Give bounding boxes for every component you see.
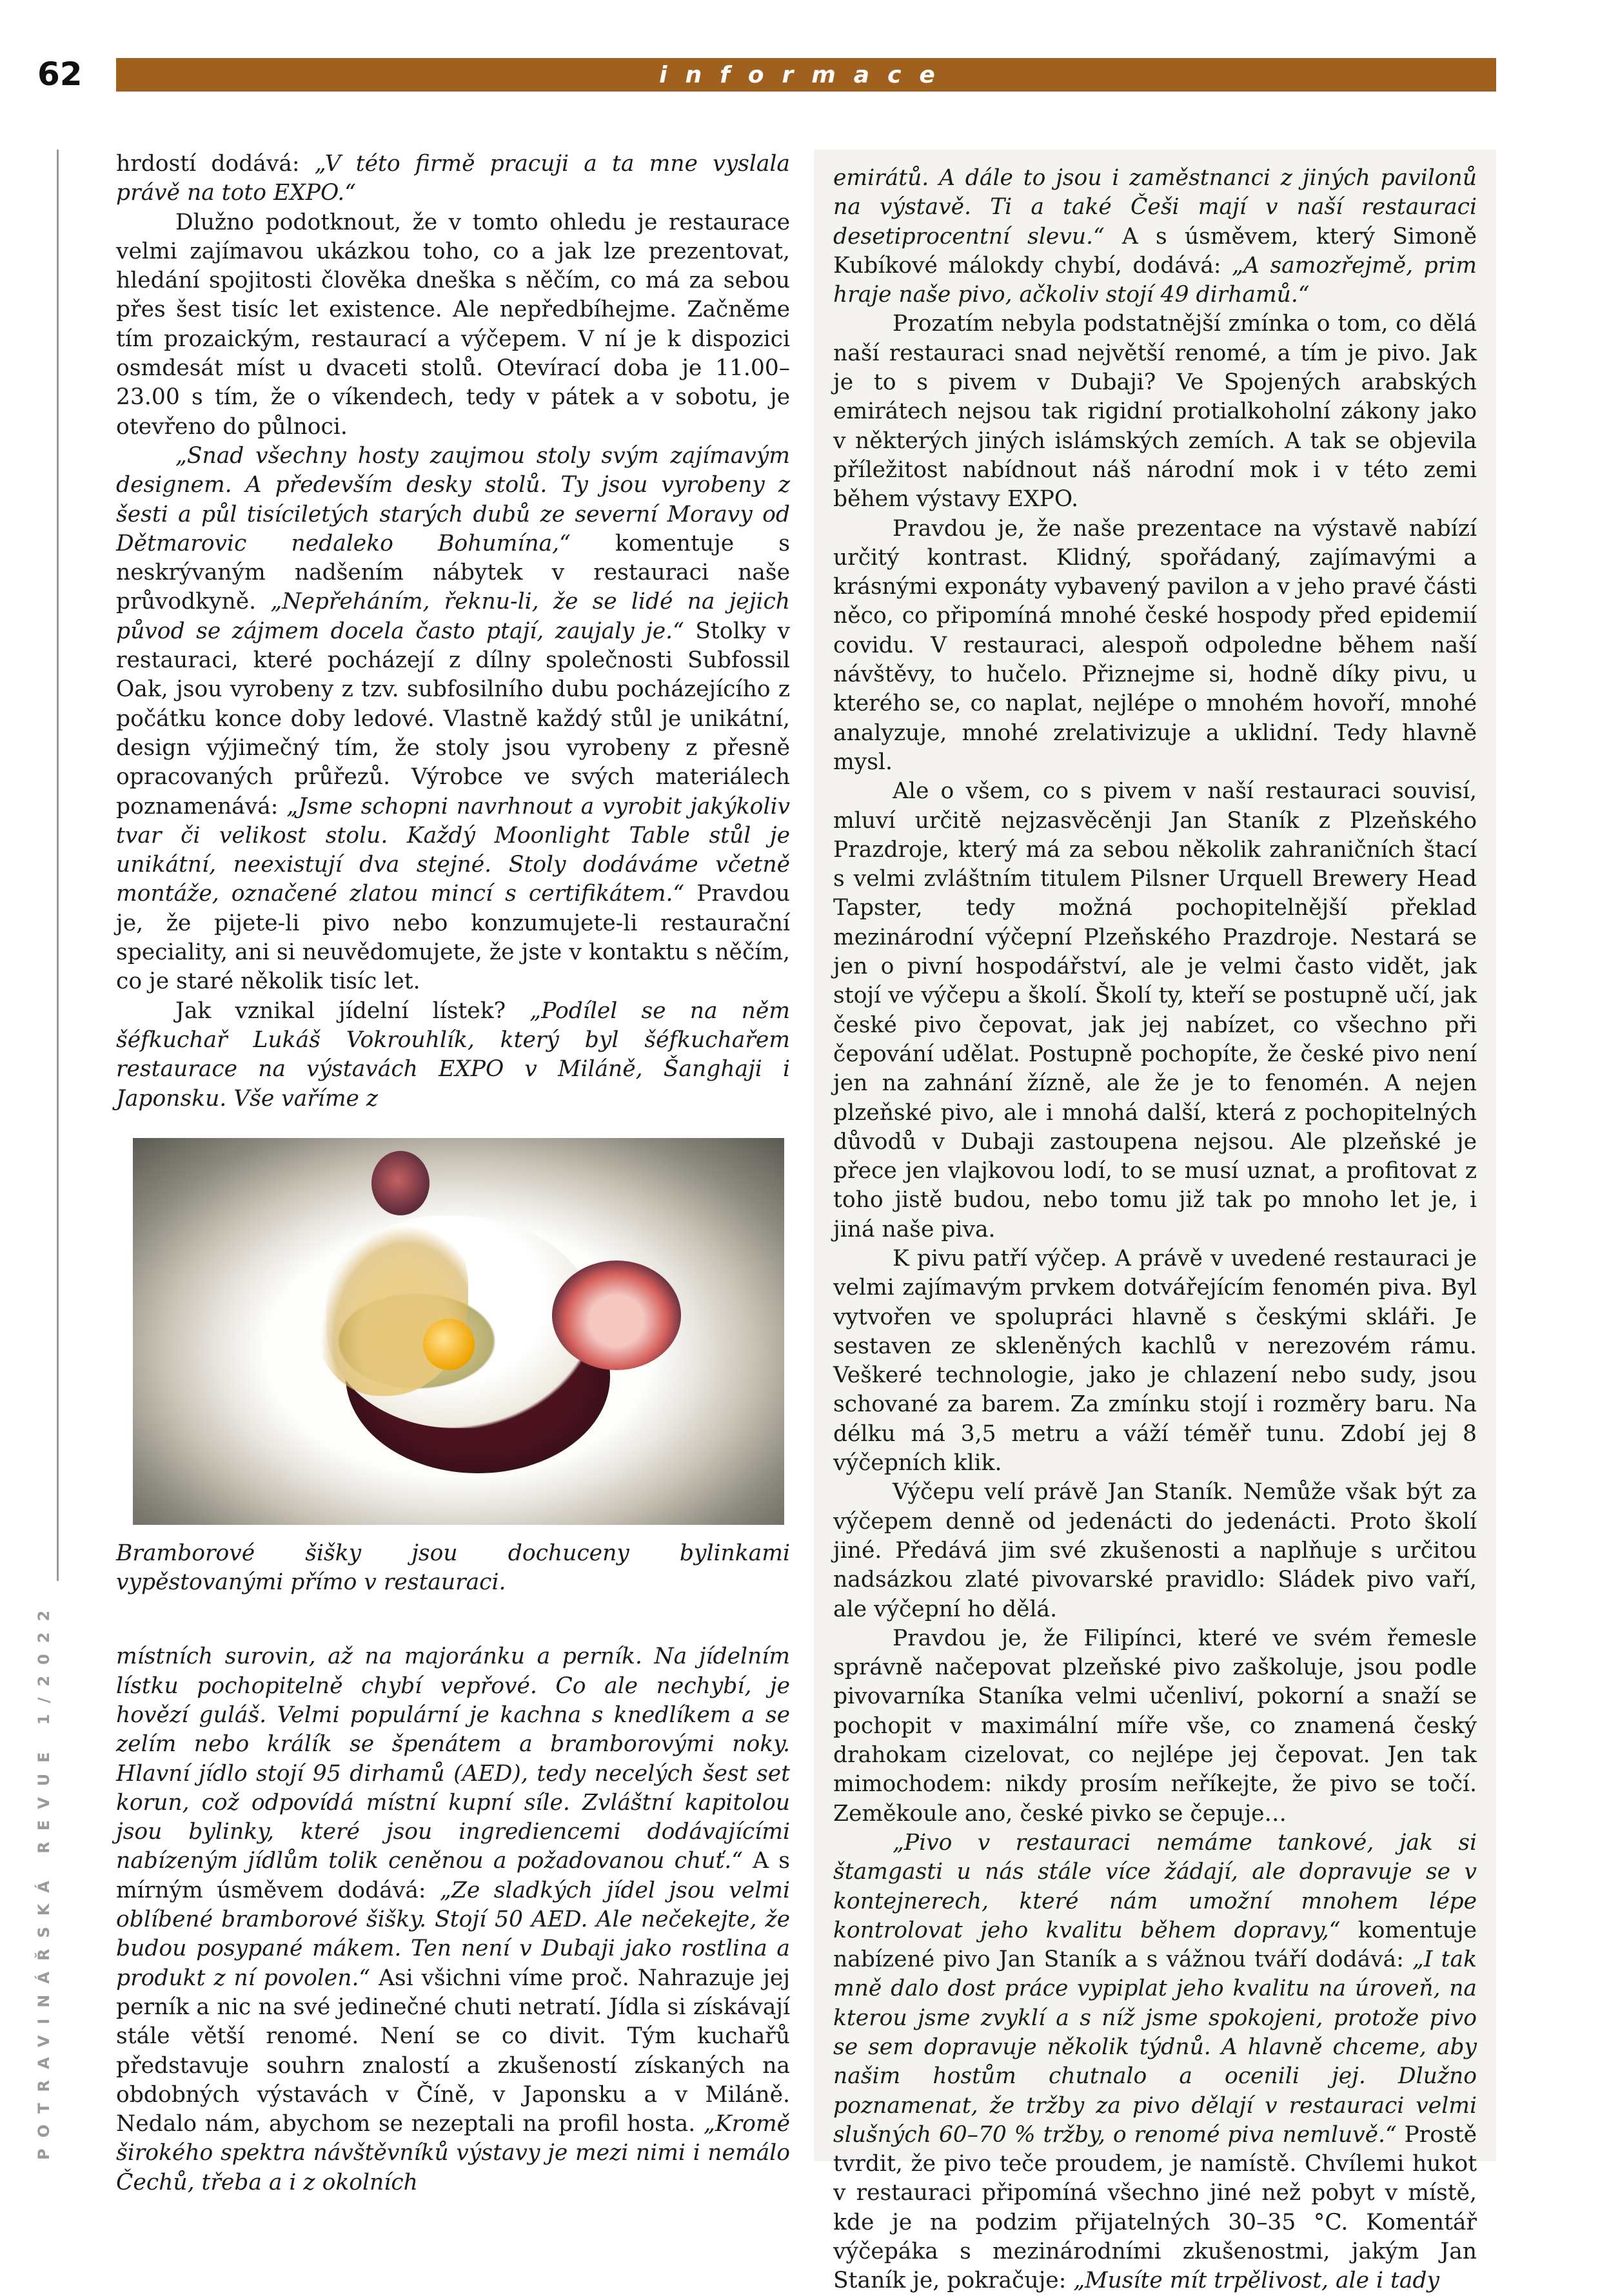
italic-quote: „Nepřeháním, řeknu-li, že se lidé na jejich původ se zájmem docela často ptají, zaujaly je.“: [116, 589, 790, 644]
italic-quote: „Podílel se na něm šéfkuchař Lukáš Vokrouhlík, který byl šéfkuchařem restaurace na výstavách EXPO v Miláně, Šanghaji i Japonsku. Vše vaříme z: [116, 997, 790, 1112]
paragraph: [116, 442, 790, 997]
text-run: hrdostí dodává:: [116, 151, 315, 177]
section-header-bar: [116, 58, 1496, 92]
paragraph: Pravdou je, že Filipínci, které ve svém řemesle správně načepovat plzeňské pivo zaškoluje, jsou podle pivovarníka Staníka velmi učenliví, pokorní a snaží se pochopit v maximální míře vše, co znamená český drahokam cizelovat, co nejlépe jej čepovat. Jen tak mimochodem: nikdy prosím neříkejte, že pivo se točí. Zeměkoule ano, české pivko se čepuje…: [833, 1625, 1477, 1827]
text-run: Prostě tvrdit, že pivo teče proudem, je namístě. Chvílemi hukot v restauraci připomíná všechno jiné než pobyt v místě, kde je na podzim přijatelných 30–35 °C. Komentář výčepáka s mezinárodními zkušenostmi, jakým Jan Staník je, pokračuje:: [833, 2121, 1477, 2294]
text-run: Asi všichni víme proč. Nahrazuje jej perník a nic na své jedinečné chuti netratí. Jídla si získávají stále větší renomé. Není se co divit. Tým kuchařů představuje souhrn znalostí a zkušeností získaných na obdobných výstavách v Číně, v Japonsku a v Miláně. Nedalo nám, abychom se nezeptali na profil hosta.: [116, 1965, 790, 2137]
paragraph: Pravdou je, že naše prezentace na výstavě nabízí určitý kontrast. Klidný, spořádaný, zajímavými a krásnými exponáty vybavený pavilon a v jeho pravé části něco, co připomíná mnohé české hospody před epidemií covidu. V restauraci, alespoň odpoledne během naší návštěvy, to hučelo. Přiznejme si, hodně díky pivu, u kterého se, co naplat, nejlépe o mnohém hovoří, mnohé analyzuje, mnohé zrelativizuje a uklidní. Tedy hlavně mysl.: [833, 515, 1477, 775]
paragraph: Prozatím nebyla podstatnější zmínka o tom, co dělá naší restauraci snad největší renomé, a tím je pivo. Jak je to s pivem v Dubaji? Ve Spojených arabských emirátech nejsou tak rigidní protialkoholní zákony jako v některých jiných islámských zemích. A tak se objevila příležitost nabídnout náš národní mok i v této zemi během výstavy EXPO.: [833, 311, 1477, 513]
paragraph: Výčepu velí právě Jan Staník. Nemůže však být za výčepem denně od jedenácti do jedenácti. Proto školí jiné. Předává jim své zkušenosti a naplňuje s určitou nadsázkou zlaté pivovarské pravidlo: Sládek pivo vaří, ale výčepní ho dělá.: [833, 1479, 1477, 1622]
italic-quote: „Kromě širokého spektra návštěvníků výstavy je mezi nimi i nemálo Čechů, třeba a i z okolních: [116, 2111, 790, 2195]
italic-quote: „Jsme schopni navrhnout a vyrobit jakýkoliv tvar či velikost stolu. Každý Moonlight Table stůl je unikátní, neexistují dva stejné. Stoly dodáváme včetně montáže, označené zlatou mincí s certifikátem.“: [116, 793, 791, 907]
italic-quote: místních surovin, až na majoránku a perník. Na jídelním lístku pochopitelně chybí vepřové. Co ale nechybí, je hovězí guláš. Velmi populární je kachna s knedlíkem a se zelím nebo králík se špenátem a bramborovými noky. Hlavní jídlo stojí 95 dirhamů (AED), tedy necelých šest set korun, což odpovídá místní kupní síle. Zvláštní kapitolou jsou bylinky, které jsou ingrediencemi dodávajícími nabízeným jídlům tolik ceněnou a požadovanou chuť.“: [116, 1644, 790, 1874]
italic-quote: „V této firmě pracuji a ta mne vyslala právě na toto EXPO.“: [116, 151, 790, 206]
photo-detail: [552, 1261, 681, 1370]
italic-quote: „Snad všechny hosty zaujmou stoly svým zajímavým designem. A především desky stolů. Ty jsou vyrobeny z šesti a půl tisíciletých starých dubů ze severní Moravy od Dětmarovic nedaleko Bohumína,“: [116, 442, 790, 556]
text-run: komentuje s neskrývaným nadšením nábytek v restauraci naše průvodkyně.: [116, 530, 790, 615]
text-run: Pravdou je, že pijete-li pivo nebo konzumujete-li restaurační speciality, ani si neuvědomujete, že jste v kontaktu s něčím, co je staré několik tisíc let.: [116, 881, 790, 995]
paragraph: Dlužno podotknout, že v tomto ohledu je restaurace velmi zajímavou ukázkou toho, co a jak lze prezentovat, hledání spojitosti člověka dneška s něčím, co má za sebou přes šest tisíc let existence. Ale nepředbíhejme. Začněme tím prozaickým, restaurací a výčepem. V ní je k dispozici osmdesát míst u dvaceti stolů. Otevírací doba je 11.00–23.00 s tím, že o víkendech, tedy v pátek a v sobotu, je otevřeno do půlnoci.: [116, 209, 790, 440]
text-run: komentuje nabízené pivo Jan Staník a s vážnou tváří dodává:: [833, 1917, 1477, 1973]
right-column: [814, 150, 1496, 2294]
paragraph: [116, 150, 790, 208]
paragraph: [116, 997, 790, 1114]
paragraph: Ale o všem, co s pivem v naší restauraci souvisí, mluví určitě nejzasvěcěnji Jan Staník z Plzeňského Prazdroje, který má za sebou několik zahraničních štací s velmi zvláštním titulem Pilsner Urquell Brewery Head Tapster, tedy možná pochopitelnější překlad mezinárodní výčepní Plzeňského Prazdroje. Nestará se jen o pivní hospodářství, ale je velmi často vidět, jak stojí ve výčepu a školí. Školí ty, kteří se postupně učí, jak české pivo čepovat, jak jej nabízet, co všechno při čepování udělat. Postupně pochopíte, že české pivo není jen na zahnání žízně, ale že je to fenomén. A nejen plzeňské pivo, ale i mnohá další, která z pochopitelných důvodů v Dubaji zastoupena nejsou. Ale plzeňské je přece jen vlajkovou lodí, to se musí uznat, a profitovat z toho jistě budou, nebo tomu již tak po mnoho let je, i jiná naše piva.: [833, 778, 1477, 1242]
magazine-side-label: POTRAVINÁŘSKÁ REVUE 1/2022: [35, 1599, 53, 2160]
text-run: Stolky v restauraci, které pocházejí z dílny společnosti Subfossil Oak, jsou vyrobeny z tzv. subfosilního dubu pocházejícího z počátku konce doby ledové. Vlastně každý stůl je unikátní, design výjimečný tím, že stoly jsou vyrobeny z přesně opracovaných průřezů. Výrobce ve svých materiálech poznamenává:: [116, 618, 790, 819]
text-run: A s úsměvem, který Simoně Kubíkové málokdy chybí, dodává:: [833, 223, 1477, 279]
italic-quote: „I tak mně dalo dost práce vypiplat jeho kvalitu na úroveň, na kterou jsme zvyklí a s níž jsme spokojeni, protože pivo se sem dopravuje několik týdnů. A hlavně chceme, aby našim hostům chutnalo a ocenili jej. Dlužno poznamenat, že tržby za pivo dělají v restauraci velmi slušných 60–70 % tržby, o renomé piva nemluvě.“: [833, 1947, 1477, 2148]
text-run: Jak vznikal jídelní lístek?: [175, 997, 530, 1024]
text-run: A s mírným úsměvem dodává:: [116, 1848, 790, 1903]
margin-rule: [57, 150, 59, 1581]
paragraph: [833, 1829, 1477, 2296]
italic-quote: emirátů. A dále to jsou i zaměstnanci z jiných pavilonů na výstavě. Ti a také Češi mají v naší restauraci desetiprocentní slevu.“: [833, 165, 1477, 250]
italic-quote: „A samozřejmě, prim hraje naše pivo, ačkoliv stojí 49 dirhamů.“: [833, 252, 1477, 308]
page-number: 62: [37, 55, 83, 93]
photo-detail: [423, 1319, 475, 1370]
italic-quote: „Musíte mít trpělivost, ale i tady: [1073, 2268, 1439, 2294]
italic-quote: „Ze sladkých jídel jsou velmi oblíbené bramborové šišky. Stojí 50 AED. Ale nečekejte, že budou posypané mákem. Ten není v Dubaji jako rostlina a produkt z ní povolen.“: [116, 1877, 790, 1991]
italic-quote: „Pivo v restauraci nemáme tankové, jak si štamgasti u nás stále více žádají, ale dopravuje se v kontejnerech, které nám umožní mnohem lépe kontrolovat jeho kvalitu během dopravy,“: [833, 1829, 1477, 1943]
paragraph: K pivu patří výčep. A právě v uvedené restauraci je velmi zajímavým prvkem dotvářejícím fenomén piva. Byl vytvořen ve spolupráci hlavně s českými skláři. Je sestaven ze skleněných kachlů v nerezovém rámu. Veškeré technologie, jako je chlazení nebo sudy, jsou schované za barem. Za zmínku stojí i rozměry baru. Na délku má 3,5 metru a váží téměř tunu. Zdobí jej 8 výčepních klik.: [833, 1245, 1477, 1477]
paragraph: [833, 164, 1477, 309]
left-column: [116, 150, 791, 2195]
photo-caption: Bramborové šišky jsou dochuceny bylinkami vypěstovanými přímo v restauraci.: [116, 1540, 790, 1596]
dessert-photo: [133, 1138, 784, 1525]
paragraph: [116, 1642, 790, 2197]
photo-detail: [371, 1151, 430, 1215]
section-title: informace: [659, 61, 953, 88]
